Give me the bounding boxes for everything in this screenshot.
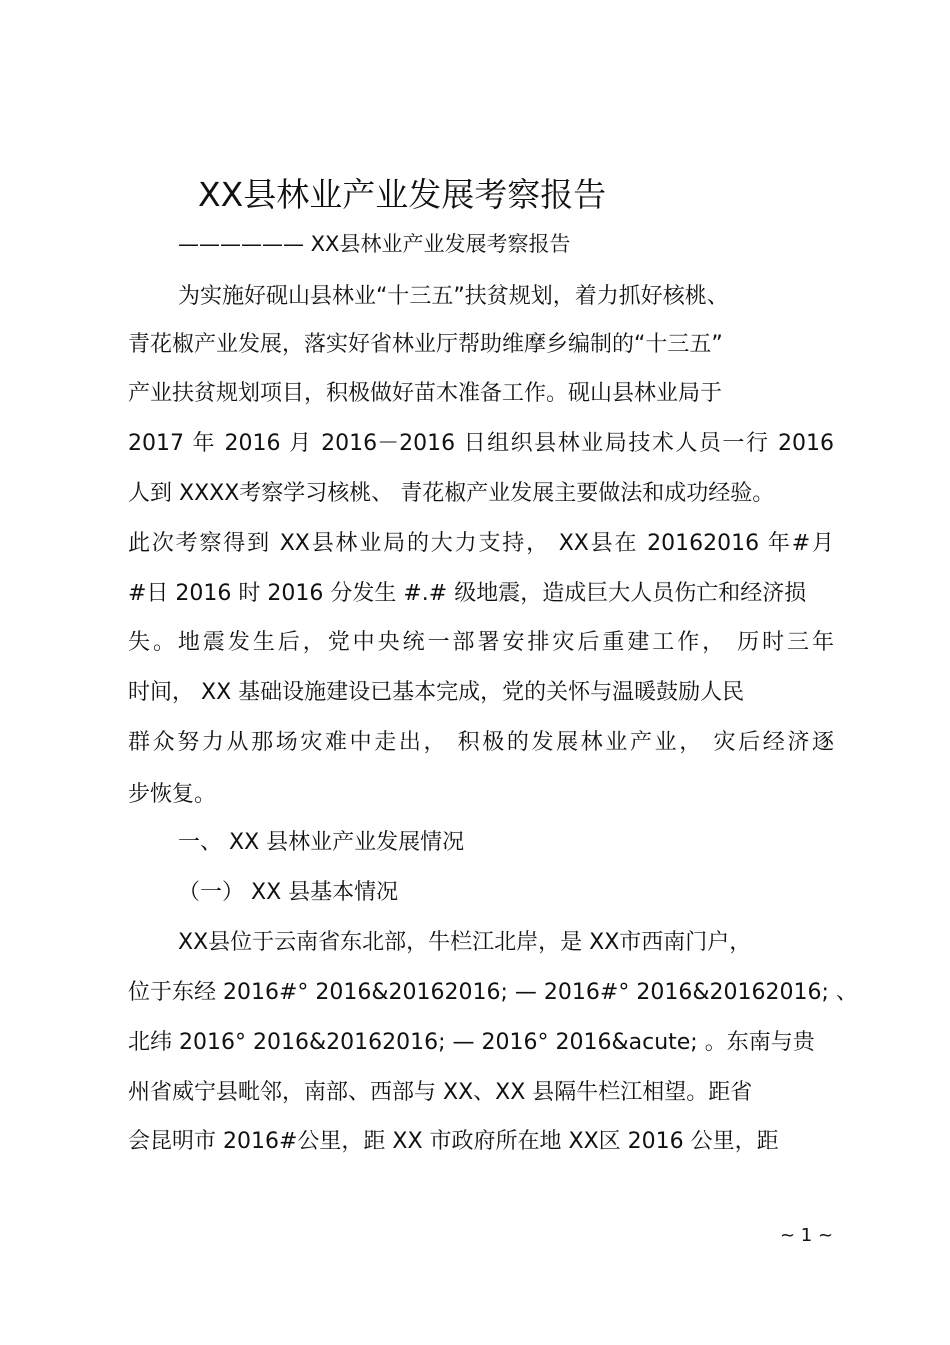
body-line: #日 2016 时 2016 分发生 #.# 级地震，造成巨大人员伤亡和经济损 xyxy=(128,581,807,606)
body-line: 青花椒产业发展，落实好省林业厅帮助维摩乡编制的“十三五” xyxy=(128,332,723,357)
body-line: 时间， XX 基础设施建设已基本完成，党的关怀与温暖鼓励人民 xyxy=(128,680,745,705)
body-line: 失。地震发生后，党中央统一部署安排灾后重建工作， 历时三年 xyxy=(128,630,834,655)
body-line: 北纬 2016° 2016&20162016; — 2016° 2016&acute; 。东南与贵 xyxy=(128,1030,815,1055)
document-subtitle: —————— XX县林业产业发展考察报告 xyxy=(178,232,571,256)
body-line: XX县位于云南省东北部，牛栏江北岸，是 XX市西南门户， xyxy=(178,930,752,955)
subsection-heading: （一） XX 县基本情况 xyxy=(178,880,399,905)
body-line: 此次考察得到 XX县林业局的大力支持， XX县在 20162016 年#月 xyxy=(128,531,834,556)
body-line: 群众努力从那场灾难中走出， 积极的发展林业产业， 灾后经济逐 xyxy=(128,730,834,755)
body-line: 州省威宁县毗邻，南部、西部与 XX、XX 县隔牛栏江相望。距省 xyxy=(128,1080,753,1105)
document-title: XX县林业产业发展考察报告 xyxy=(198,175,607,214)
page-number: ~ 1 ~ xyxy=(780,1225,834,1246)
body-line: 位于东经 2016#° 2016&20162016; — 2016#° 2016&20162016; 、 xyxy=(128,980,858,1005)
body-line: 为实施好砚山县林业“十三五”扶贫规划，着力抓好核桃、 xyxy=(178,284,729,309)
body-line: 2017 年 2016 月 2016－2016 日组织县林业局技术人员一行 2016 xyxy=(128,431,834,456)
body-line: 产业扶贫规划项目，积极做好苗木准备工作。砚山县林业局于 xyxy=(128,381,723,406)
body-line: 会昆明市 2016#公里，距 XX 市政府所在地 XX区 2016 公里，距 xyxy=(128,1129,779,1154)
body-line: 步恢复。 xyxy=(128,782,217,807)
section-heading: 一、 XX 县林业产业发展情况 xyxy=(178,830,465,855)
body-line: 人到 XXXX考察学习核桃、 青花椒产业发展主要做法和成功经验。 xyxy=(128,481,775,506)
